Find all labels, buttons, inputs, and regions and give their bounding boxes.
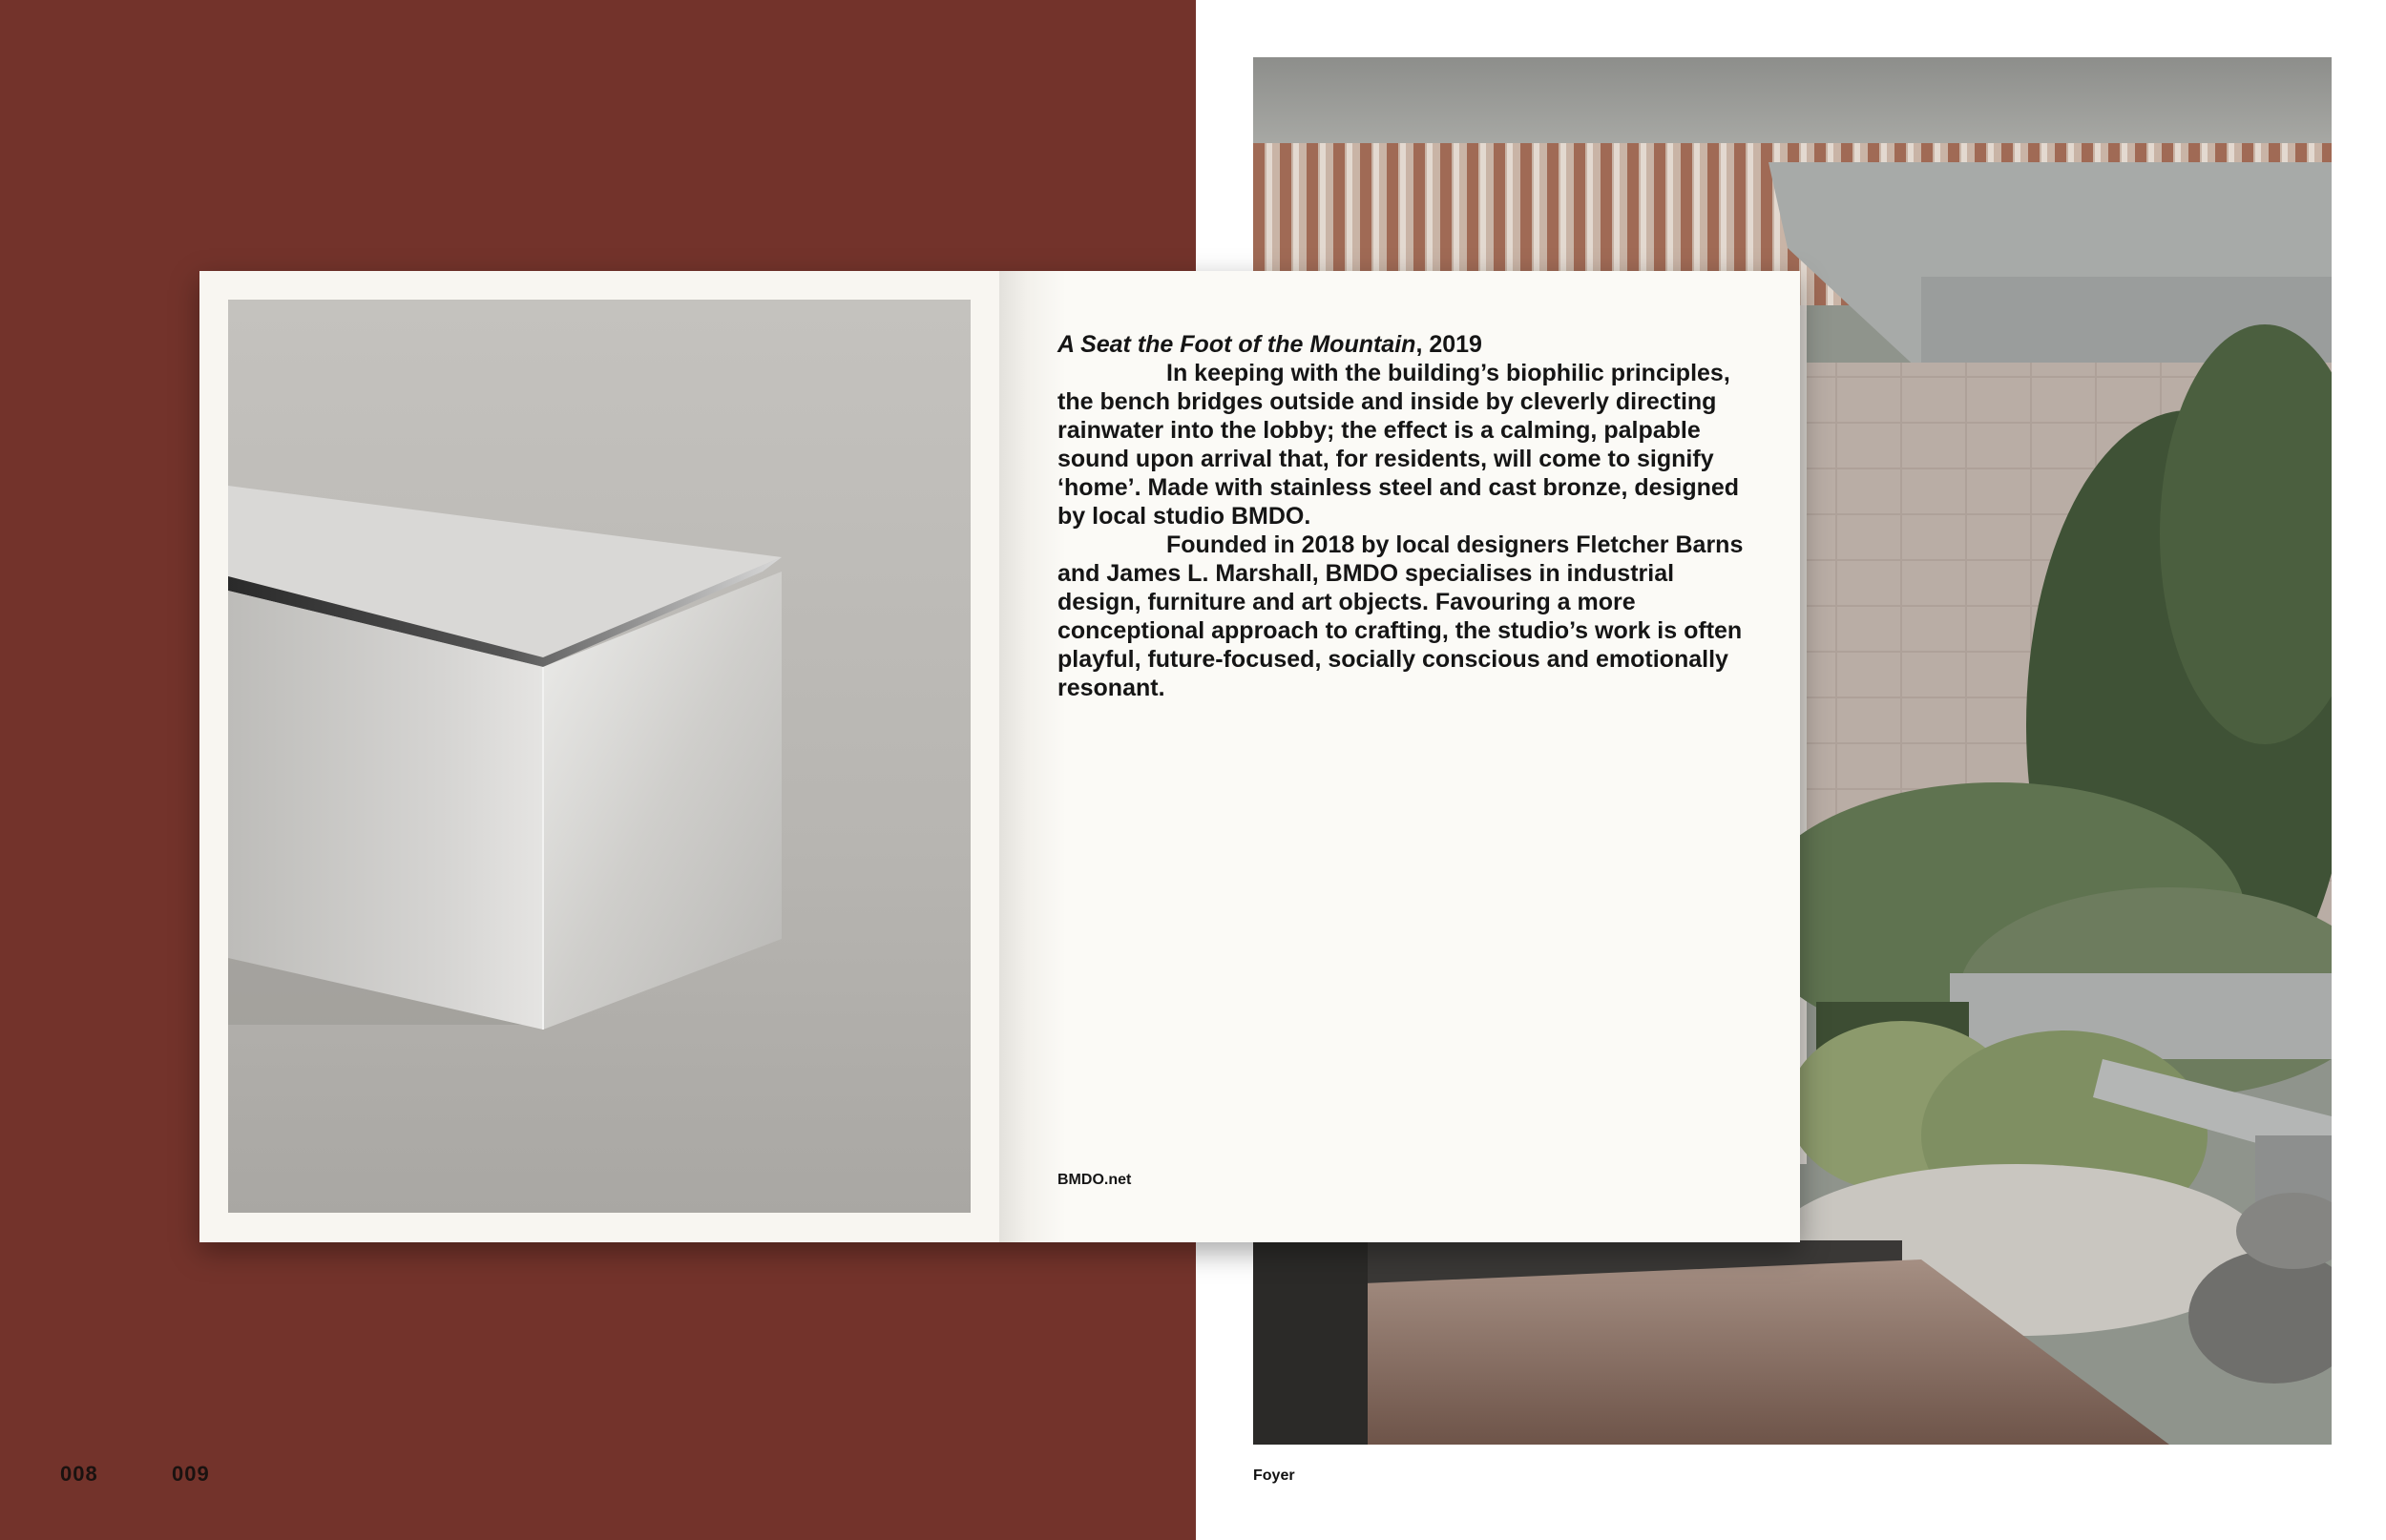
description-paragraph-1: In keeping with the building’s biophilic principles, the bench bridges outside and inside by cleverly directing rainwater into the lobby; the effect is a calming, palpable sound upon arrival that, for residents, will come to signify ‘home’. Made with stainless steel and cast bronze, designed by local studio BMDO. (1057, 360, 1740, 530)
brochure-left-page (199, 271, 999, 1242)
photo-caption: Foyer (1253, 1467, 1295, 1484)
bench-photo (228, 300, 971, 1213)
brochure-spread (199, 271, 1800, 1242)
artwork-title (1057, 330, 1754, 359)
page-number-left: 008 (60, 1462, 98, 1486)
artwork-title-italic: A Seat the Foot of the Mountain (1057, 331, 1416, 358)
description-paragraph-2: Founded in 2018 by local designers Fletcher Barns and James L. Marshall, BMDO specialises in industrial design, furniture and art objects. Favouring a more conceptional approach to crafting, the studio’s work is often playful, future-focused, socially conscious and emotionally resonant. (1057, 531, 1744, 701)
studio-url: BMDO.net (1057, 1172, 1132, 1188)
page-number-right: 009 (172, 1462, 210, 1486)
artwork-title-year: , 2019 (1415, 331, 1482, 358)
bench-description (1057, 330, 1754, 702)
brochure-right-page (999, 271, 1800, 1242)
